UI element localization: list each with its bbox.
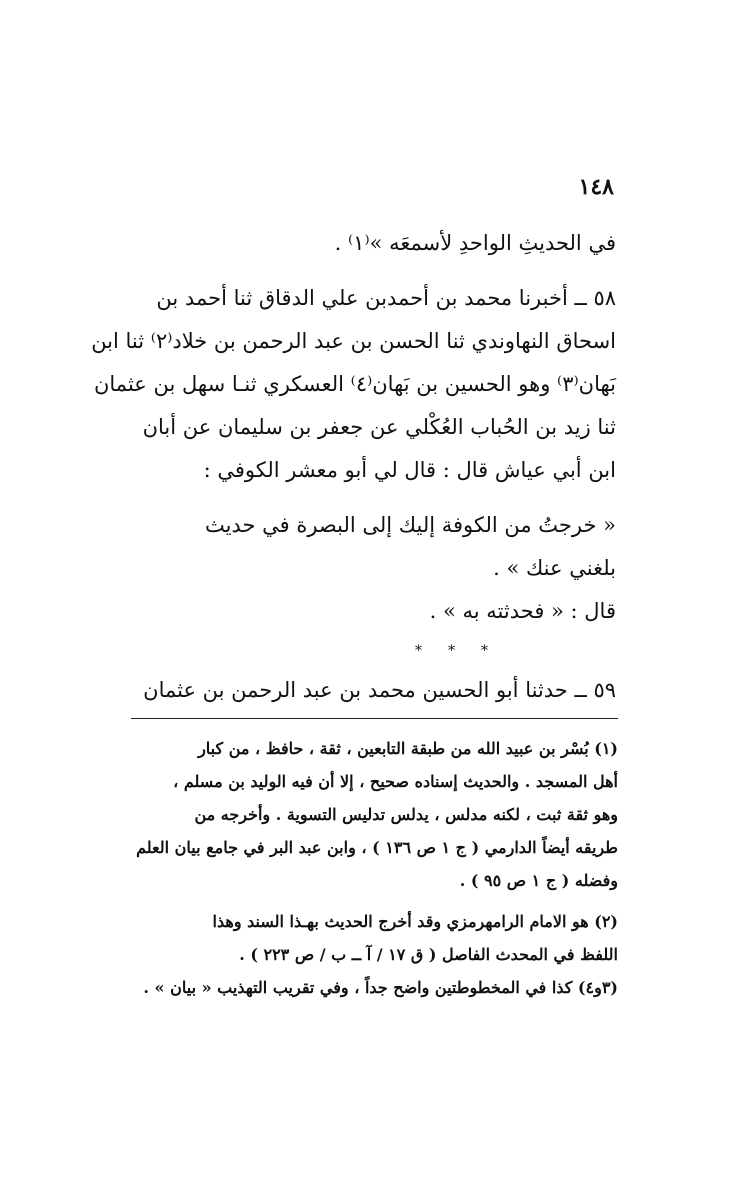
- footnote-line: (٢) هو الامام الرامهرمزي وقد أخرج الحديث بهـذا السند وهذا: [212, 912, 618, 931]
- page-number: ١٤٨: [578, 174, 614, 200]
- main-text: [91, 222, 616, 712]
- footnotes: [121, 732, 618, 1004]
- footnote-divider: [131, 718, 618, 719]
- footnote-line: اللفظ في المحدث الفاصل ( ق ١٧ / آ ــ ب / ص ٢٢٣ ) .: [239, 945, 618, 964]
- text-line: في الحديثِ الواحدِ لأسمعَه »⁽١⁾ .: [334, 231, 616, 255]
- separator-star: *: [415, 643, 422, 659]
- text-line: ابن أبي عياش قال : قال لي أبو معشر الكوفي :: [203, 458, 616, 482]
- text-line: « خرجتُ من الكوفة إليك إلى البصرة في حديث: [204, 513, 616, 537]
- footnote-line: (٣و٤) كذا في المخطوطتين واضح جداً ، وفي تقريب التهذيب « بيان » .: [143, 978, 618, 997]
- text-line: اسحاق النهاوندي ثنا الحسن بن عبد الرحمن بن خلاد⁽٢⁾ ثنا ابن: [91, 329, 616, 353]
- separator-star: *: [448, 643, 455, 659]
- separator-star: *: [481, 643, 488, 659]
- text-line: ٥٩ ــ حدثنا أبو الحسين محمد بن عبد الرحمن بن عثمان: [143, 678, 616, 702]
- footnote-line: أهل المسجد . والحديث إسناده صحيح ، إلا أن فيه الوليد بن مسلم ،: [173, 772, 618, 791]
- footnote-line: (١) بُسْر بن عبيد الله من طبقة التابعين ، ثقة ، حافظ ، من كبار: [198, 739, 618, 758]
- footnote-line: طريقه أيضاً الدارمي ( ج ١ ص ١٣٦ ) ، وابن عبد البر في جامع بيان العلم: [136, 838, 618, 857]
- footnote-line: وفضله ( ج ١ ص ٩٥ ) .: [459, 871, 618, 890]
- text-line: قال : « فحدثته به » .: [429, 599, 616, 623]
- text-line: بَهان⁽٣⁾ وهو الحسين بن بَهان⁽٤⁾ العسكري ثنـا سهل بن عثمان: [93, 372, 616, 396]
- text-line: ٥٨ ــ أخبرنا محمد بن أحمدبن علي الدقاق ثنا أحمد بن: [156, 286, 616, 310]
- section-separator: [118, 633, 616, 669]
- text-line: بلغني عنك » .: [493, 556, 616, 580]
- text-line: ثنا زيد بن الحُباب العُكْلي عن جعفر بن سليمان عن أبان: [142, 415, 616, 439]
- footnote-line: وهو ثقة ثبت ، لكنه مدلس ، يدلس تدليس التسوية . وأخرجه من: [194, 805, 618, 824]
